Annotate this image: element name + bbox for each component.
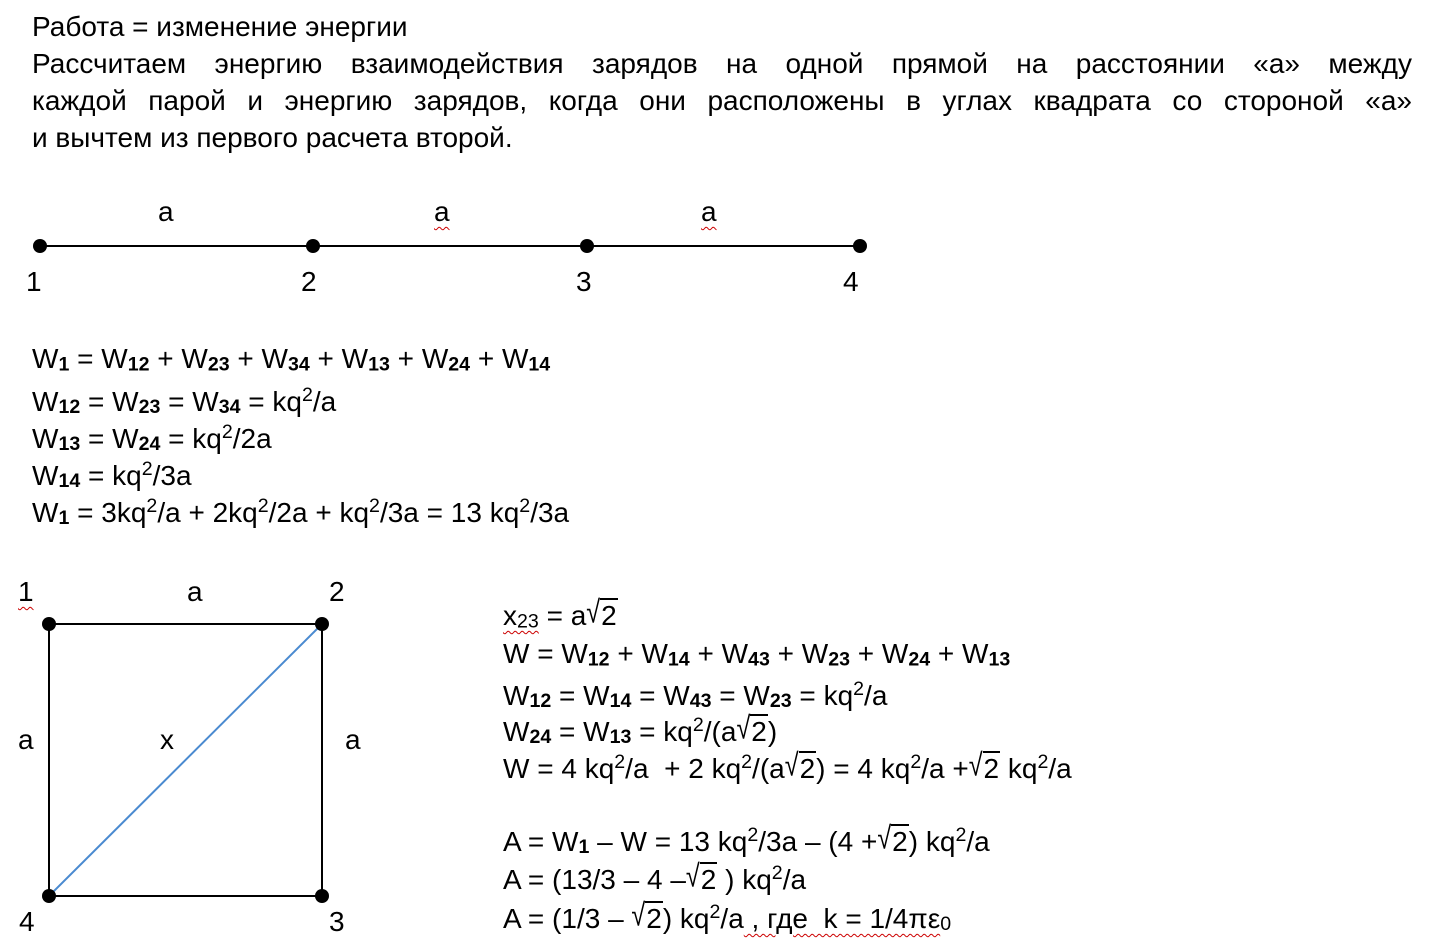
square-dot-4 — [42, 889, 56, 903]
formula-w13-eq: $W13 = W24 = kq^2/2a$ — [32, 421, 272, 456]
corner-label-3: 3 — [329, 906, 345, 937]
square-dot-1 — [42, 617, 56, 631]
charge-dot-4 — [853, 239, 867, 253]
formula-w1-total: $W1 = 3kq^2/a + 2kq^2/2a + kq^2/3a = 13$ $kq^2/3a$ — [32, 495, 570, 530]
square-left-label: a — [18, 724, 34, 755]
corner-label-4: 4 — [19, 906, 35, 937]
diagonal-label: x — [160, 724, 174, 755]
segment-label-34: a — [701, 196, 717, 227]
charge-dot-1 — [33, 239, 47, 253]
formula-w-total: W = 4 $kq^2/a + 2$ $kq^2/(a√2) = 4$ $kq^2/a +√2$ $kq^2/a$ — [503, 747, 1072, 784]
intro-line-3: каждой парой и энергию зарядов, когда они расположены в углах квадрата со стороной «а» — [32, 85, 1412, 116]
formula-w14-eq: $W14 = kq^2/3a$ — [32, 458, 192, 493]
charge-dot-2 — [306, 239, 320, 253]
intro-line-4: и вычтем из первого расчета второй. — [32, 122, 513, 153]
formula-w1-sum: W1 = W12 + W23 + W34 + W13 + W24 + W14 — [32, 343, 551, 376]
point-label-4: 4 — [843, 266, 859, 297]
formula-a1: A = W1 – W = 13 $kq^2/3a - (4 +√2)$ $kq^2/a$ — [503, 820, 990, 859]
corner-label-1: 1 — [18, 576, 34, 607]
square-diagonal — [49, 624, 322, 896]
formula-a3: A = (1/3 – √2) $kq^2/a$ , где k = 1/4πε0 — [503, 897, 952, 936]
square-dot-2 — [315, 617, 329, 631]
square-right-label: a — [345, 724, 361, 755]
intro-line-2: Рассчитаем энергию взаимодействия зарядов на одной прямой на расстоянии «а» между — [32, 48, 1412, 79]
square-dot-3 — [315, 889, 329, 903]
segment-label-12: a — [158, 196, 174, 227]
formula-x23: x23 = a√2 — [503, 594, 617, 633]
formula-w12-eq: $W12 = W23 = W34 = kq^2/a$ — [32, 384, 337, 419]
point-label-1: 1 — [26, 266, 42, 297]
formula-w-sum: W = W12 + W14 + W43 + W23 + W24 + W13 — [503, 638, 1011, 671]
square-top-label: a — [187, 576, 203, 607]
corner-label-2: 2 — [329, 576, 345, 607]
segment-label-23: a — [434, 196, 450, 227]
point-label-2: 2 — [301, 266, 317, 297]
charge-dot-3 — [580, 239, 594, 253]
formula-w12-square: $W12 = W14 = W43 = W23 = kq^2/a$ — [503, 678, 888, 713]
formula-a2: A = (13/3 – 4 –√2 ) $kq^2/a$ — [503, 858, 807, 895]
point-label-3: 3 — [576, 266, 592, 297]
formula-w24-square: $W24 = W13 = kq^2/(a√2)$ — [503, 710, 778, 749]
intro-line-1: Работа = изменение энергии — [32, 11, 408, 42]
